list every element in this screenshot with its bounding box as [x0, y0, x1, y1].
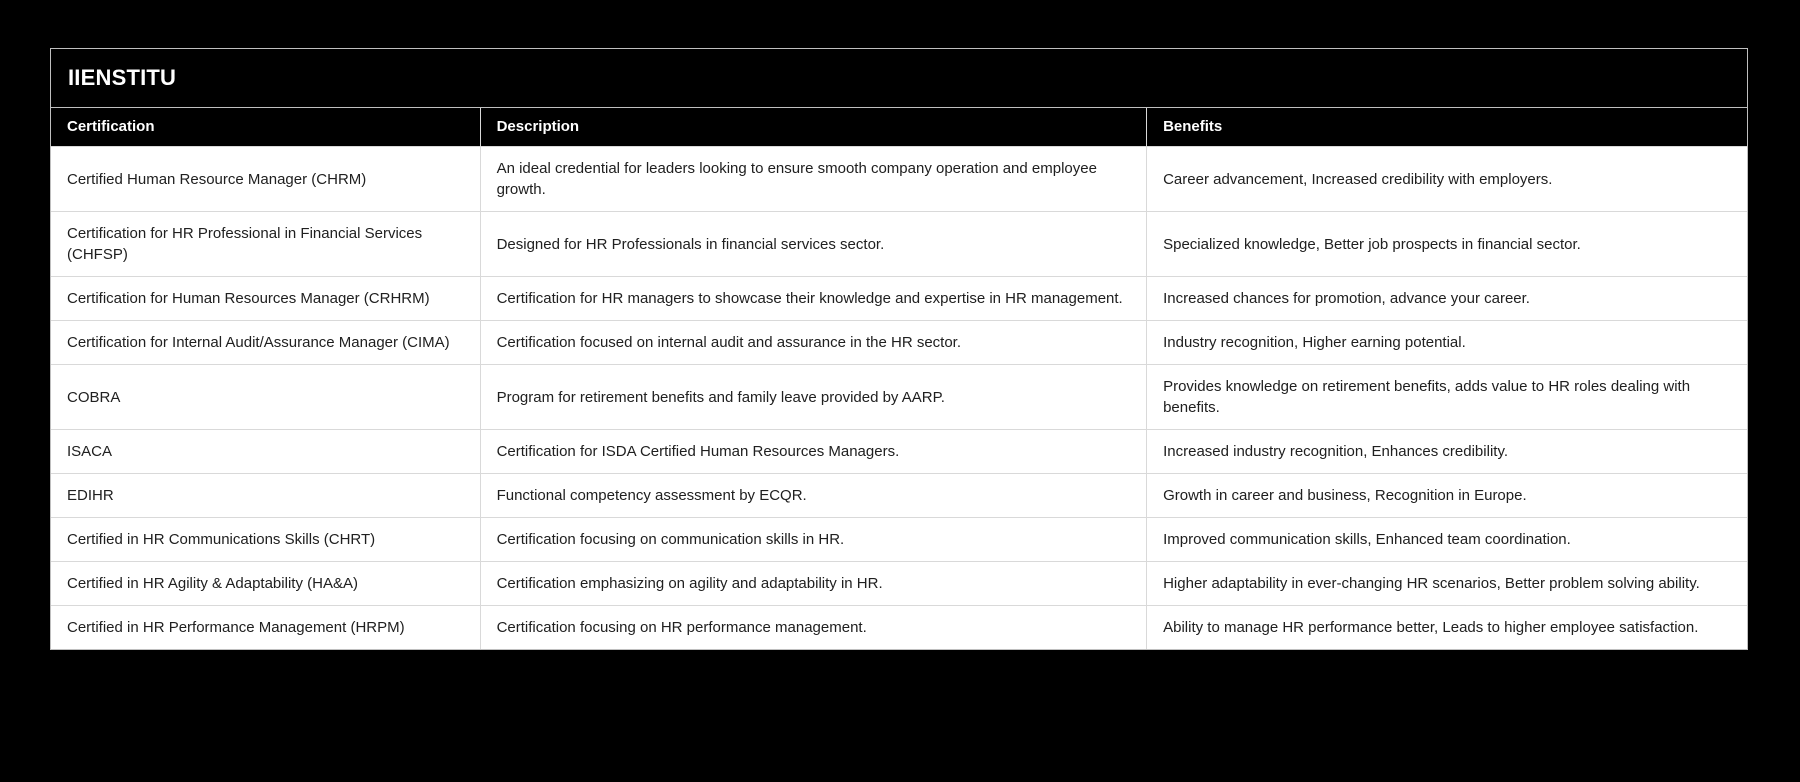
cell-certification: Certification for HR Professional in Financial Services (CHFSP): [51, 212, 480, 277]
cell-description: An ideal credential for leaders looking to ensure smooth company operation and employee growth.: [480, 147, 1147, 212]
cell-description: Certification focusing on HR performance management.: [480, 606, 1147, 650]
cell-description: Certification focusing on communication skills in HR.: [480, 518, 1147, 562]
card-title: IIENSTITU: [51, 49, 1747, 108]
column-header-certification: Certification: [51, 108, 480, 147]
table-row: [51, 212, 1747, 277]
table-row: [51, 606, 1747, 650]
table-row: [51, 430, 1747, 474]
certification-table: [51, 108, 1747, 649]
table-header: [51, 108, 1747, 147]
certification-table-card: [50, 48, 1748, 650]
cell-certification: Certified in HR Communications Skills (CHRT): [51, 518, 480, 562]
cell-benefits: Improved communication skills, Enhanced team coordination.: [1147, 518, 1747, 562]
cell-description: Certification emphasizing on agility and adaptability in HR.: [480, 562, 1147, 606]
cell-certification: Certified in HR Performance Management (HRPM): [51, 606, 480, 650]
table-row: [51, 474, 1747, 518]
cell-certification: Certified Human Resource Manager (CHRM): [51, 147, 480, 212]
table-body: [51, 147, 1747, 650]
cell-certification: ISACA: [51, 430, 480, 474]
cell-benefits: Increased chances for promotion, advance your career.: [1147, 277, 1747, 321]
column-header-description: Description: [480, 108, 1147, 147]
cell-benefits: Ability to manage HR performance better, Leads to higher employee satisfaction.: [1147, 606, 1747, 650]
table-row: [51, 562, 1747, 606]
cell-benefits: Increased industry recognition, Enhances credibility.: [1147, 430, 1747, 474]
table-row: [51, 365, 1747, 430]
column-header-benefits: Benefits: [1147, 108, 1747, 147]
cell-benefits: Growth in career and business, Recognition in Europe.: [1147, 474, 1747, 518]
cell-description: Certification for HR managers to showcase their knowledge and expertise in HR management.: [480, 277, 1147, 321]
table-row: [51, 147, 1747, 212]
cell-benefits: Industry recognition, Higher earning potential.: [1147, 321, 1747, 365]
cell-description: Program for retirement benefits and family leave provided by AARP.: [480, 365, 1147, 430]
cell-description: Certification for ISDA Certified Human Resources Managers.: [480, 430, 1147, 474]
cell-certification: Certification for Internal Audit/Assurance Manager (CIMA): [51, 321, 480, 365]
table-row: [51, 518, 1747, 562]
cell-certification: Certified in HR Agility & Adaptability (HA&A): [51, 562, 480, 606]
header-row: [51, 108, 1747, 147]
table-row: [51, 321, 1747, 365]
cell-certification: COBRA: [51, 365, 480, 430]
cell-benefits: Career advancement, Increased credibility with employers.: [1147, 147, 1747, 212]
cell-description: Functional competency assessment by ECQR.: [480, 474, 1147, 518]
cell-description: Certification focused on internal audit and assurance in the HR sector.: [480, 321, 1147, 365]
cell-benefits: Higher adaptability in ever-changing HR scenarios, Better problem solving ability.: [1147, 562, 1747, 606]
cell-certification: Certification for Human Resources Manager (CRHRM): [51, 277, 480, 321]
table-row: [51, 277, 1747, 321]
cell-description: Designed for HR Professionals in financial services sector.: [480, 212, 1147, 277]
cell-certification: EDIHR: [51, 474, 480, 518]
cell-benefits: Specialized knowledge, Better job prospects in financial sector.: [1147, 212, 1747, 277]
cell-benefits: Provides knowledge on retirement benefits, adds value to HR roles dealing with benefits.: [1147, 365, 1747, 430]
